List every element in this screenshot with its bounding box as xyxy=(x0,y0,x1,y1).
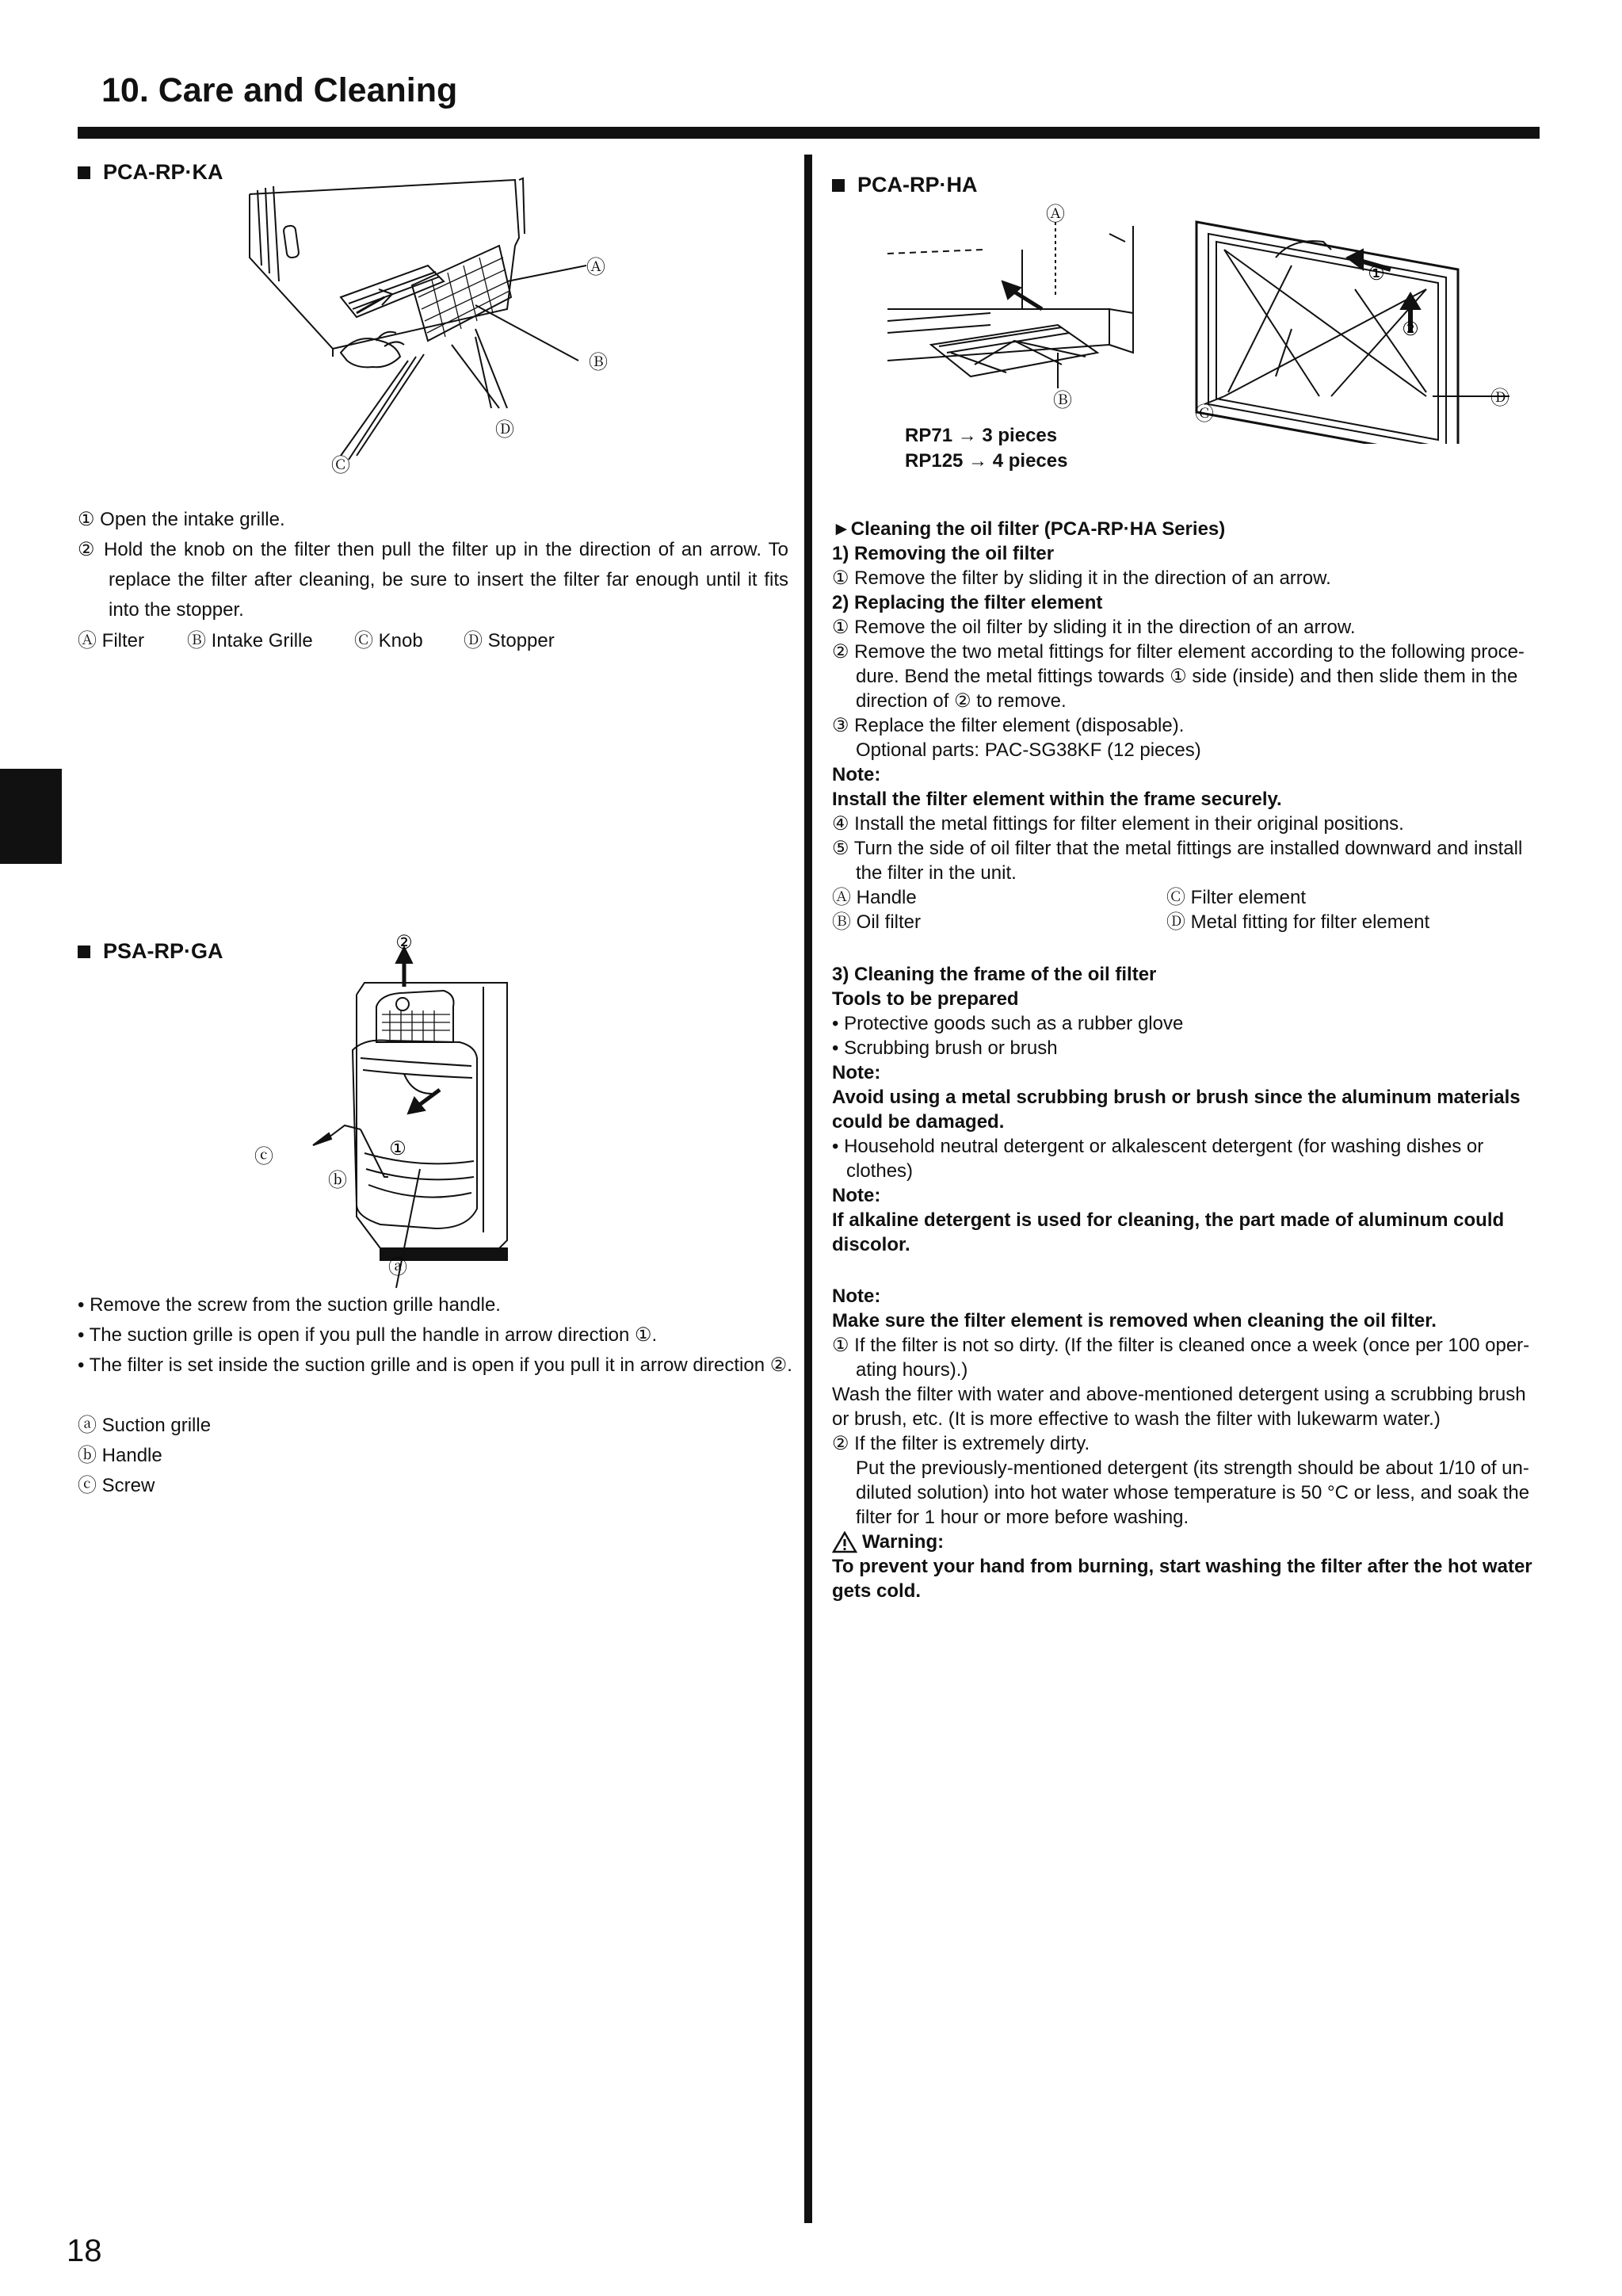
oil-optional-parts: Optional parts: PAC-SG38KF (12 pieces) xyxy=(856,739,1201,761)
warning-label: Warning: xyxy=(862,1531,945,1553)
oil-step-1: ① Remove the filter by sliding it in the direction of an arrow. xyxy=(832,567,1331,589)
legend-suction-grille: ⓐ Suction grille xyxy=(78,1415,212,1436)
legend-knob: Ⓒ Knob xyxy=(354,630,423,651)
wash-case-2-text: Put the previously-mentioned detergent (its strength should be about 1/10 of un- xyxy=(856,1457,1529,1479)
column-divider xyxy=(804,155,812,2223)
header-rule xyxy=(78,127,1540,139)
fig-label-d: Ⓓ xyxy=(1490,388,1509,409)
wash-case-1-cont: ating hours).) xyxy=(856,1359,968,1381)
fig-label-c: Ⓒ xyxy=(331,455,350,476)
frame-detergent: • Household neutral detergent or alkalescent detergent (for washing dishes or xyxy=(832,1136,1484,1157)
legend-oil-filter: Ⓑ Oil filter xyxy=(832,911,922,933)
legend-screw: ⓒ Screw xyxy=(78,1475,155,1496)
psa-ga-bullet-3: • The filter is set inside the suction grille and is open if you pull it in arrow direction ②. xyxy=(78,1354,792,1376)
frame-note-1-text: Avoid using a metal scrubbing brush or brush since the aluminum materials xyxy=(832,1087,1521,1108)
figure-psa-ga xyxy=(246,931,578,1296)
psa-ga-bullet-1: • Remove the screw from the suction grille handle. xyxy=(78,1294,501,1316)
fig-label-d: Ⓓ xyxy=(495,419,514,441)
frame-detergent-cont: clothes) xyxy=(846,1160,914,1182)
fig-label-b: Ⓑ xyxy=(589,352,608,373)
pca-ka-step-1: ① Open the intake grille. xyxy=(78,509,285,530)
oil-step-2-4: ④ Install the metal fittings for filter element in their original positions. xyxy=(832,813,1404,835)
section-tab xyxy=(0,769,62,864)
oil-heading: ►Cleaning the oil filter (PCA-RP·HA Series) xyxy=(832,518,1226,540)
frame-note-2-label: Note: xyxy=(832,1185,881,1206)
oil-step-2-1: ① Remove the oil filter by sliding it in the direction of an arrow. xyxy=(832,617,1356,638)
fig-label-c: ⓒ xyxy=(254,1146,273,1167)
frame-note-1-text-cont: could be damaged. xyxy=(832,1111,1005,1133)
fig-label-2: ② xyxy=(395,932,413,953)
frame-tool-2: • Scrubbing brush or brush xyxy=(832,1037,1058,1059)
oil-sub-2: 2) Replacing the filter element xyxy=(832,592,1103,613)
wash-case-2-text-cont: diluted solution) into hot water whose temperature is 50 °C or less, and soak the xyxy=(856,1482,1530,1503)
heading-pca-ha-text: PCA-RP·HA xyxy=(857,173,978,197)
legend-intake-grille: Ⓑ Intake Grille xyxy=(187,630,313,651)
oil-step-2-2-end: direction of ② to remove. xyxy=(856,690,1067,712)
psa-ga-bullet-2: • The suction grille is open if you pull the handle in arrow direction ①. xyxy=(78,1324,658,1346)
fig-label-2: ② xyxy=(1402,319,1419,340)
pieces-rp125: RP125 → 4 pieces xyxy=(905,450,1068,472)
fig-label-b: ⓑ xyxy=(328,1170,347,1191)
heading-pca-ka xyxy=(78,160,223,185)
wash-case-1: ① If the filter is not so dirty. (If the filter is cleaned once a week (once per 100 oper- xyxy=(832,1335,1530,1356)
legend-filter: Ⓐ Filter xyxy=(78,630,144,651)
figure-pca-ha xyxy=(872,194,1553,444)
legend-stopper: Ⓓ Stopper xyxy=(464,630,555,651)
fig-label-b: Ⓑ xyxy=(1053,390,1072,411)
fig-label-a: Ⓐ xyxy=(586,257,605,278)
frame-note-1-label: Note: xyxy=(832,1062,881,1083)
wash-instruction-cont: or brush, etc. (It is more effective to wash the filter with lukewarm water.) xyxy=(832,1408,1441,1430)
oil-step-2-2: ② Remove the two metal fittings for filter element according to the following proce- xyxy=(832,641,1525,663)
legend-metal-fitting: Ⓓ Metal fitting for filter element xyxy=(1166,911,1430,933)
bullet-square-icon xyxy=(78,166,90,179)
wash-case-2: ② If the filter is extremely dirty. xyxy=(832,1433,1090,1454)
fig-label-1: ① xyxy=(1368,263,1385,285)
heading-psa-ga xyxy=(78,939,223,964)
pieces-rp71: RP71 → 3 pieces xyxy=(905,425,1058,446)
fig-label-c: Ⓒ xyxy=(1195,403,1214,425)
wash-note-label: Note: xyxy=(832,1286,881,1307)
fig-label-a: Ⓐ xyxy=(1046,204,1065,225)
legend-handle-a: Ⓐ Handle xyxy=(832,887,917,908)
bullet-square-icon xyxy=(78,946,90,958)
frame-tool-1: • Protective goods such as a rubber glove xyxy=(832,1013,1184,1034)
bullet-square-icon xyxy=(832,179,845,192)
wash-case-2-text-end: filter for 1 hour or more before washing. xyxy=(856,1507,1189,1528)
heading-pca-ka-text: PCA-RP·KA xyxy=(103,160,223,184)
warning-text: To prevent your hand from burning, start washing the filter after the hot water xyxy=(832,1556,1532,1577)
warning-triangle-icon xyxy=(832,1531,857,1553)
heading-psa-ga-text: PSA-RP·GA xyxy=(103,939,223,963)
pca-ka-step-2-end: into the stopper. xyxy=(109,599,244,621)
warning-text-cont: gets cold. xyxy=(832,1580,922,1602)
oil-note-label: Note: xyxy=(832,764,881,785)
oil-step-2-5: ⑤ Turn the side of oil filter that the metal fittings are installed downward and install xyxy=(832,838,1523,859)
fig-label-a: ⓐ xyxy=(388,1257,407,1278)
page-title: 10. Care and Cleaning xyxy=(101,71,458,109)
oil-note-text: Install the filter element within the frame securely. xyxy=(832,789,1282,810)
frame-heading: 3) Cleaning the frame of the oil filter xyxy=(832,964,1157,985)
oil-step-2-3: ③ Replace the filter element (disposable). xyxy=(832,715,1185,736)
frame-tools: Tools to be prepared xyxy=(832,988,1019,1010)
legend-filter-element: Ⓒ Filter element xyxy=(1166,887,1307,908)
oil-sub-1: 1) Removing the oil filter xyxy=(832,543,1055,564)
frame-note-2-text: If alkaline detergent is used for cleaning, the part made of aluminum could xyxy=(832,1209,1505,1231)
pca-ka-step-2-cont: replace the filter after cleaning, be sure to insert the filter far enough until it fits xyxy=(109,569,788,590)
oil-step-2-5-cont: the filter in the unit. xyxy=(856,862,1017,884)
legend-handle: ⓑ Handle xyxy=(78,1445,162,1466)
page-number: 18 xyxy=(67,2233,102,2268)
fig-label-1: ① xyxy=(389,1138,406,1159)
wash-note-text: Make sure the filter element is removed when cleaning the oil filter. xyxy=(832,1310,1437,1331)
pca-ka-step-2: ② Hold the knob on the filter then pull the filter up in the direction of an arrow. To xyxy=(78,539,788,560)
figure-pca-ka xyxy=(238,170,650,479)
wash-instruction: Wash the filter with water and above-mentioned detergent using a scrubbing brush xyxy=(832,1384,1526,1405)
oil-step-2-2-cont: dure. Bend the metal fittings towards ① side (inside) and then slide them in the xyxy=(856,666,1518,687)
frame-note-2-text-cont: discolor. xyxy=(832,1234,910,1255)
